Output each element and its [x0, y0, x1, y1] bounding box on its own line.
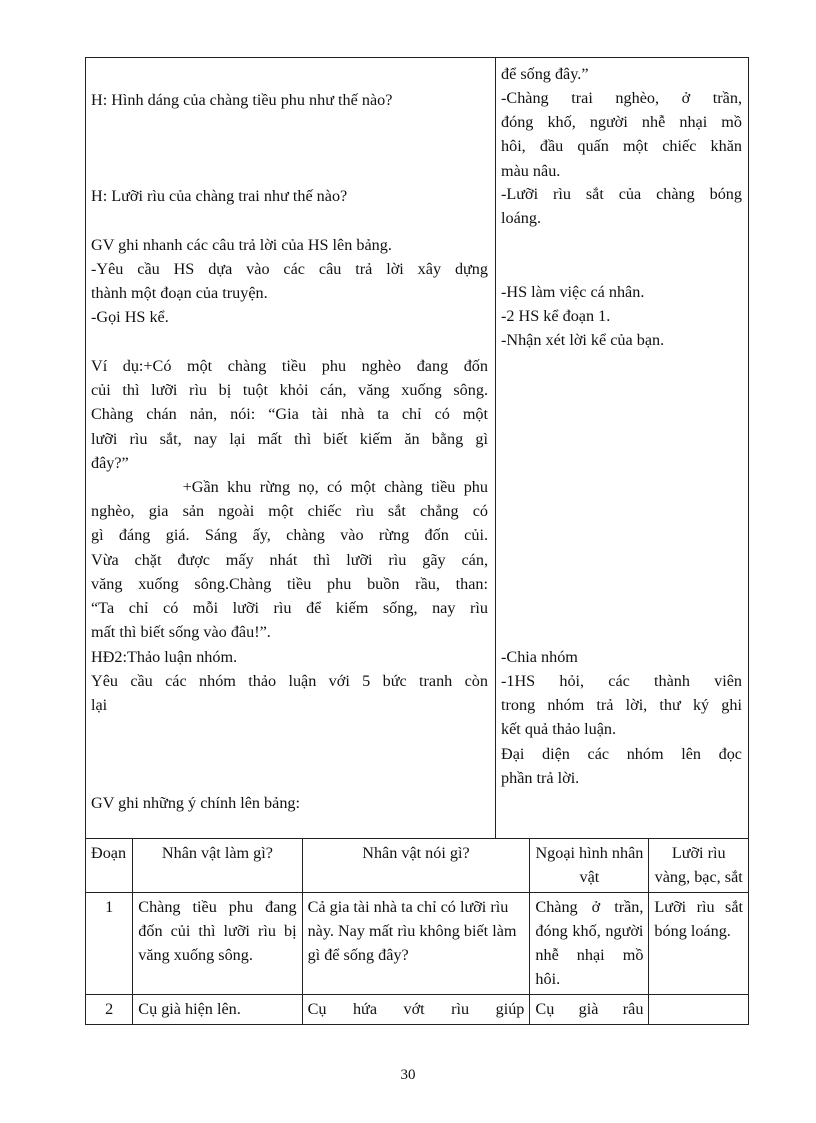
gv-main-points: GV ghi những ý chính lên bảng:: [91, 794, 300, 812]
table-row: [86, 995, 749, 1025]
cell-lam-gi: Chàng tiều phu đang đốn củi thì lưỡi rìu bị văng xuống sông.: [133, 893, 302, 995]
question-axe: H: Lưỡi rìu của chàng trai như thế nào?: [91, 187, 348, 205]
call-hs-tell: -Gọi HS kể.: [91, 308, 169, 326]
answer-appearance: -Chàng trai nghèo, ở trần, đóng khố, người nhễ nhại mồ hôi, đầu quấn một chiếc khăn màu nâu.: [501, 89, 742, 180]
cell-luoi-riu: Lưỡi rìu sắt bóng loáng.: [649, 893, 749, 995]
cell-lam-gi: Cụ già hiện lên.: [133, 995, 302, 1025]
group-process: -1HS hỏi, các thành viên trong nhóm trả lời, thư ký ghi kết quả thảo luận. Đại diện các nhóm lên đọc phần trả lời.: [501, 672, 742, 787]
continued-quote: để sống đây.”: [501, 65, 589, 83]
example-paragraph-1: Ví dụ:+Có một chàng tiều phu nghèo đang đốn củi thì lưỡi rìu bị tuột khỏi cán, văng xuống sông. Chàng chán nản, nói: “Gia tài nhà ta chỉ có một lưỡi rìu sắt, nay lại mất thì biết kiếm ăn bằng gì đây?”: [91, 357, 488, 472]
summary-table: [85, 838, 749, 1025]
table-row: [86, 893, 749, 995]
table-header-row: [86, 839, 749, 893]
group-request: Yêu cầu các nhóm thảo luận với 5 bức tranh còn lại: [91, 672, 488, 715]
column-divider: [495, 58, 496, 838]
gv-note: GV ghi nhanh các câu trả lời của HS lên bảng.: [91, 236, 392, 254]
cell-noi-gi: Cả gia tài nhà ta chỉ có lưỡi rìu này. Nay mất rìu không biết làm gì để sống đây?: [302, 893, 530, 995]
question-appearance: H: Hình dáng của chàng tiều phu như thế nào?: [91, 91, 393, 109]
cell-ngoai-hinh: Cụ già râu: [530, 995, 649, 1025]
divide-groups: -Chia nhóm: [501, 648, 578, 666]
cell-luoi-riu: [649, 995, 749, 1025]
activity-2-heading: HĐ2:Thảo luận nhóm.: [91, 648, 238, 666]
hs-work-individual: -HS làm việc cá nhân. -2 HS kể đoạn 1. -Nhận xét lời kể của bạn.: [501, 283, 665, 350]
example-paragraph-2: +Gần khu rừng nọ, có một chàng tiều phu nghèo, gia sản ngoài một chiếc rìu sắt chẳng có gì đáng giá. Sáng ấy, chàng vào rừng đốn củi. Vừa chặt được mấy nhát thì lưỡi rìu gãy cán, văng xuống sông.Chàng tiều phu buồn rầu, than: “Ta chỉ có mỗi lưỡi rìu để kiếm sống, nay rìu mất thì biết sống vào đâu!”.: [91, 478, 488, 642]
cell-noi-gi: Cụ hứa vớt rìu giúp: [302, 995, 530, 1025]
header-luoi-riu: Lưỡi rìu vàng, bạc, sắt: [649, 839, 749, 893]
cell-doan: 2: [86, 995, 133, 1025]
header-noi-gi: Nhân vật nói gì?: [302, 839, 530, 893]
cell-ngoai-hinh: Chàng ở trần, đóng khố, người nhễ nhại mồ hôi.: [530, 893, 649, 995]
header-ngoai-hinh: Ngoại hình nhân vật: [530, 839, 649, 893]
header-lam-gi: Nhân vật làm gì?: [133, 839, 302, 893]
header-doan: Đoạn: [86, 839, 133, 893]
cell-doan: 1: [86, 893, 133, 995]
page-number: 30: [400, 1067, 416, 1083]
request-build-paragraph: -Yêu cầu HS dựa vào các câu trả lời xây dựng thành một đoạn của truyện.: [91, 260, 488, 303]
answer-axe: -Lưỡi rìu sắt của chàng bóng loáng.: [501, 185, 742, 228]
